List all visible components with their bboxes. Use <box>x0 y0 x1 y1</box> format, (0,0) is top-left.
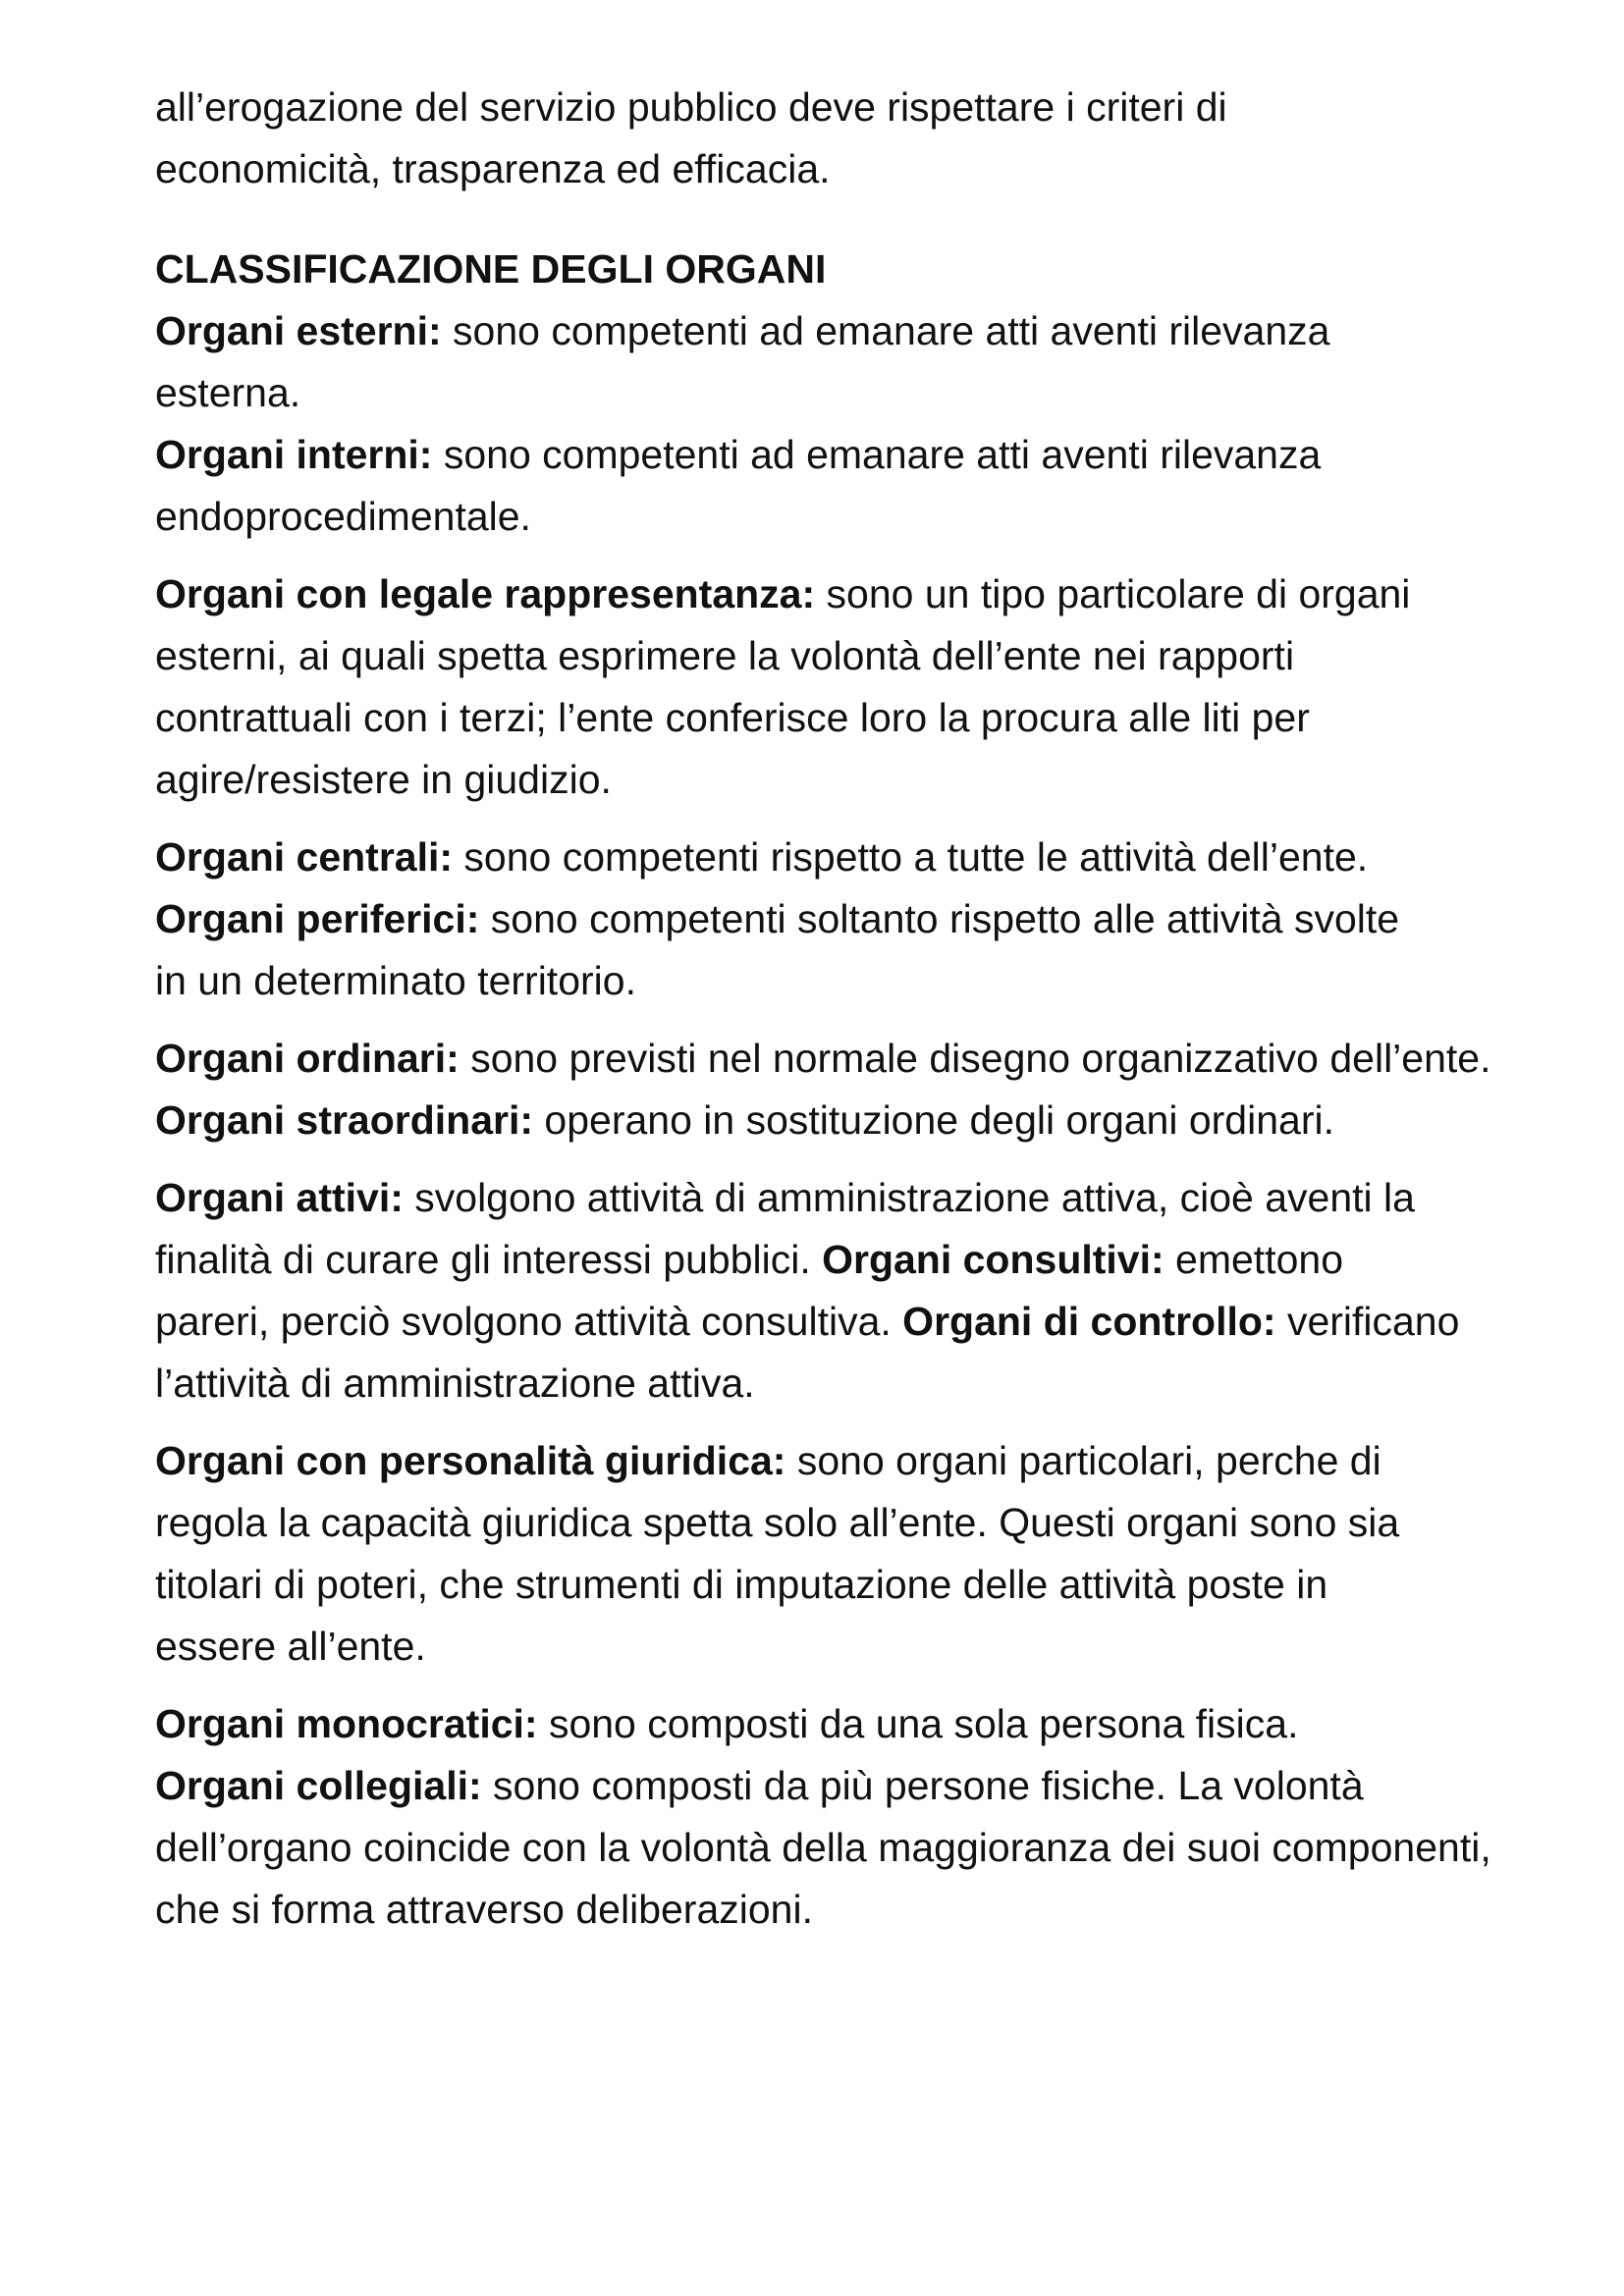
paragraph-attivi-consultivi-controllo <box>155 1167 1608 1415</box>
term-label: Organi esterni: <box>155 308 442 353</box>
line-text: titolari di poteri, che strumenti di imputazione delle attività poste in <box>155 1562 1328 1607</box>
line-text: sono un tipo particolare di organi <box>815 571 1411 616</box>
text-line <box>155 1693 1608 1755</box>
line-text: sono organi particolari, perche di <box>785 1438 1381 1483</box>
classification-section <box>155 239 1608 548</box>
text-line <box>155 77 1608 138</box>
text-line <box>155 1353 1608 1415</box>
line-text: sono composti da una sola persona fisica. <box>537 1701 1299 1746</box>
text-line <box>155 1291 1608 1353</box>
term-label: Organi consultivi: <box>822 1237 1164 1282</box>
line-text: che si forma attraverso deliberazioni. <box>155 1887 813 1932</box>
text-line <box>155 563 1608 625</box>
text-line <box>155 1090 1608 1151</box>
text-line <box>155 486 1608 548</box>
text-line <box>155 362 1608 424</box>
term-label: Organi di controllo: <box>902 1299 1276 1344</box>
line-text: in un determinato territorio. <box>155 958 636 1003</box>
line-text: sono previsti nel normale disegno organizzativo dell’ente. <box>459 1036 1491 1081</box>
line-text: finalità di curare gli interessi pubblici. <box>155 1237 823 1282</box>
line-text: esterna. <box>155 370 301 415</box>
term-label: Organi con legale rappresentanza: <box>155 571 816 616</box>
text-line <box>155 138 1608 200</box>
text-line <box>155 1229 1608 1291</box>
line-text: sono composti da più persone fisiche. La volontà <box>481 1763 1364 1808</box>
text-line <box>155 1554 1608 1616</box>
line-text: operano in sostituzione degli organi ordinari. <box>533 1097 1334 1143</box>
text-line <box>155 687 1608 749</box>
line-text: pareri, perciò svolgono attività consultiva. <box>155 1299 903 1344</box>
text-line <box>155 1616 1608 1678</box>
term-label: Organi centrali: <box>155 834 454 880</box>
line-text: sono competenti ad emanare atti aventi rilevanza <box>441 308 1330 353</box>
term-label: Organi interni: <box>155 432 433 477</box>
text-line <box>155 625 1608 687</box>
line-text: essere all’ente. <box>155 1624 426 1669</box>
line-text: agire/resistere in giudizio. <box>155 757 612 802</box>
section-title: CLASSIFICAZIONE DEGLI ORGANI <box>155 246 827 292</box>
term-label: Organi periferici: <box>155 896 480 941</box>
document-page <box>155 77 1608 1941</box>
line-text: regola la capacità giuridica spetta solo all’ente. Questi organi sono sia <box>155 1500 1400 1545</box>
paragraph-legale-rappresentanza <box>155 563 1608 811</box>
term-label: Organi attivi: <box>155 1175 404 1220</box>
term-label: Organi straordinari: <box>155 1097 534 1143</box>
paragraph-personalita-giuridica <box>155 1430 1608 1678</box>
line-text: esterni, ai quali spetta esprimere la volontà dell’ente nei rapporti <box>155 633 1295 678</box>
text-line <box>155 1755 1608 1817</box>
text-line <box>155 1167 1608 1229</box>
text-line <box>155 300 1608 362</box>
line-text: economicità, trasparenza ed efficacia. <box>155 146 831 191</box>
line-text: emettono <box>1164 1237 1343 1282</box>
line-text: l’attività di amministrazione attiva. <box>155 1361 755 1406</box>
line-text: all’erogazione del servizio pubblico deve rispettare i criteri di <box>155 84 1227 130</box>
text-line <box>155 1492 1608 1554</box>
text-line <box>155 1028 1608 1090</box>
line-text: contrattuali con i terzi; l’ente conferisce loro la procura alle liti per <box>155 695 1310 740</box>
text-line <box>155 827 1608 888</box>
line-text: sono competenti rispetto a tutte le attività dell’ente. <box>453 834 1369 880</box>
text-line <box>155 1430 1608 1492</box>
text-line <box>155 749 1608 811</box>
text-line <box>155 424 1608 486</box>
term-label: Organi con personalità giuridica: <box>155 1438 786 1483</box>
paragraph-monocratici-collegiali <box>155 1693 1608 1941</box>
line-text: endoprocedimentale. <box>155 494 531 539</box>
text-line <box>155 1879 1608 1941</box>
paragraph-ordinari-straordinari <box>155 1028 1608 1151</box>
line-text: sono competenti ad emanare atti aventi rilevanza <box>432 432 1322 477</box>
paragraph-esterni-interni <box>155 300 1608 548</box>
line-text: sono competenti soltanto rispetto alle attività svolte <box>479 896 1400 941</box>
paragraph-centrali-periferici <box>155 827 1608 1012</box>
line-text: verificano <box>1275 1299 1460 1344</box>
text-line <box>155 888 1608 950</box>
line-text: svolgono attività di amministrazione attiva, cioè aventi la <box>403 1175 1415 1220</box>
term-label: Organi collegiali: <box>155 1763 482 1808</box>
intro-paragraph <box>155 77 1608 200</box>
term-label: Organi monocratici: <box>155 1701 538 1746</box>
line-text: dell’organo coincide con la volontà della maggioranza dei suoi componenti, <box>155 1825 1491 1870</box>
term-label: Organi ordinari: <box>155 1036 460 1081</box>
text-line <box>155 1817 1608 1879</box>
text-line <box>155 950 1608 1012</box>
